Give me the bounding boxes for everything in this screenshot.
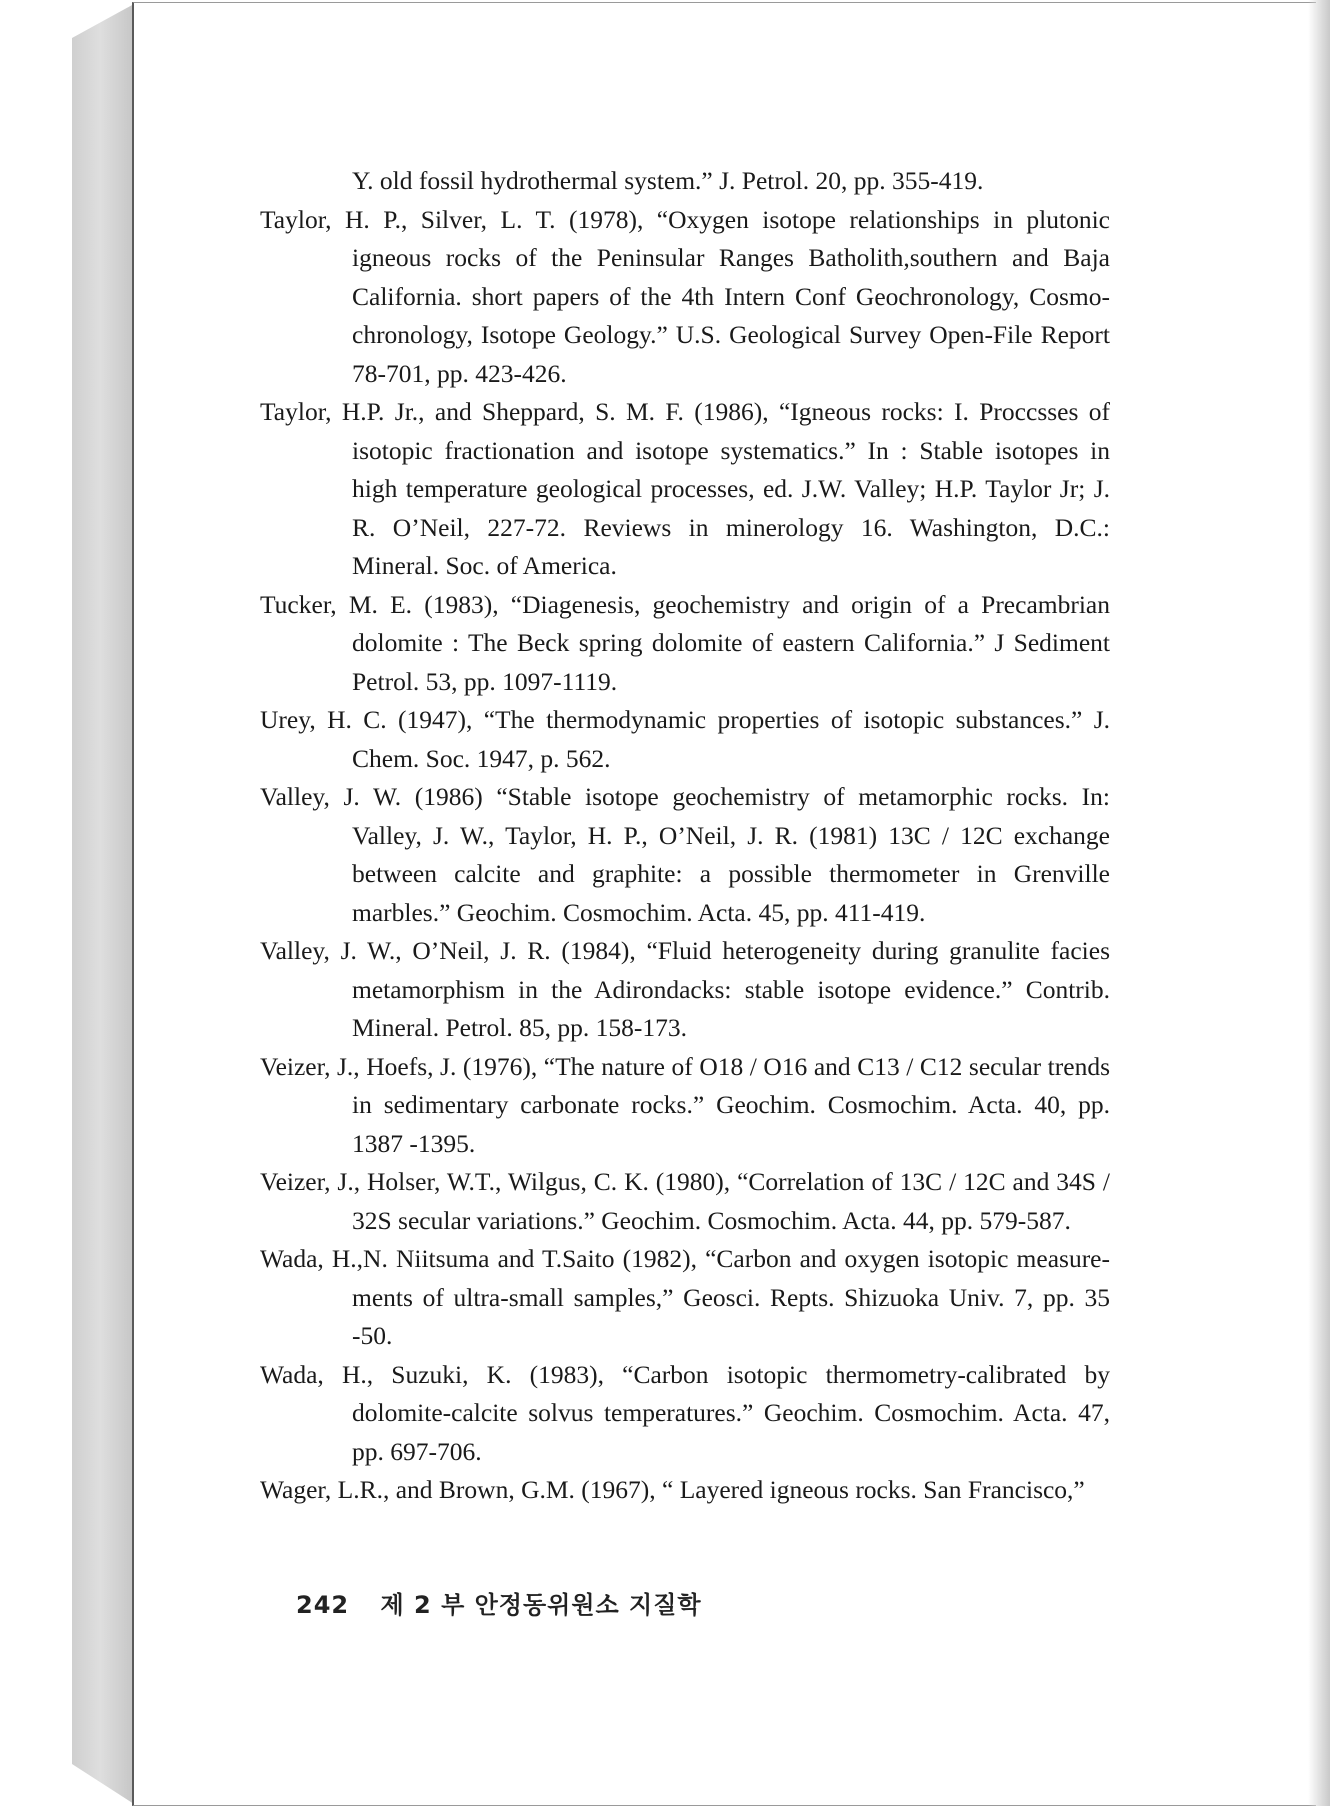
- reference-entry: Taylor, H.P. Jr., and Sheppard, S. M. F. (1986), “Igneous rocks: I. Proccsses of isotopic fractionation and isotope systematics.” In : Stable isotopes in high temperature geological processes, ed. J.W. Valley; H.P. Taylor Jr; J. R. O’Neil, 227-72. Reviews in minerology 16. Washington, D.C.: Mineral. Soc. of America.: [260, 397, 1110, 580]
- reference-entry: Wada, H., Suzuki, K. (1983), “Carbon isotopic thermometry-calibrated by dolomite-calcite solvus temperatures.” Geochim. Cosmochim. Acta. 47, pp. 697-706.: [260, 1359, 1110, 1466]
- book-spine: [72, 4, 134, 1804]
- reference-entry: Urey, H. C. (1947), “The thermodynamic properties of isotopic substances.” J. Chem. Soc. 1947, p. 562.: [260, 705, 1110, 773]
- reference-entry: Valley, J. W. (1986) “Stable isotope geochemistry of metamorphic rocks. In: Valley, J. W., Taylor, H. P., O’Neil, J. R. (1981) 13C / 12C exchange between calcite and graphite: a possible thermometer in Grenville marbles.” Geochim. Cosmochim. Acta. 45, pp. 411-419.: [260, 782, 1110, 927]
- reference-entry: Wada, H.,N. Niitsuma and T.Saito (1982), “Carbon and oxygen isotopic measure-ments of ultra-small samples,” Geosci. Repts. Shizuoka Univ. 7, pp. 35 -50.: [260, 1244, 1110, 1350]
- section-title: 제 2 부 안정동위원소 지질학: [380, 1591, 702, 1619]
- page-shadow: [1308, 0, 1330, 1806]
- reference-entry: Tucker, M. E. (1983), “Diagenesis, geochemistry and origin of a Precambrian dolomite : The Beck spring dolomite of eastern California.” J Sediment Petrol. 53, pp. 1097-1119.: [260, 589, 1110, 696]
- page-number: 242: [296, 1591, 350, 1619]
- reference-list: [260, 162, 1110, 1510]
- reference-entry: Valley, J. W., O’Neil, J. R. (1984), “Fluid heterogeneity during granulite facies metamorphism in the Adirondacks: stable isotope evidence.” Contrib. Mineral. Petrol. 85, pp. 158-173.: [260, 936, 1110, 1042]
- reference-entry: Veizer, J., Hoefs, J. (1976), “The nature of O18 / O16 and C13 / C12 secular trends in sedimentary carbonate rocks.” Geochim. Cosmochim. Acta. 40, pp. 1387 -1395.: [260, 1051, 1110, 1158]
- reference-entry: Taylor, H. P., Silver, L. T. (1978), “Oxygen isotope relationships in plutonic igneous rocks of the Peninsular Ranges Batholith,southern and Baja California. short papers of the 4th Intern Conf Geochronology, Cosmo-chronology, Isotope Geology.” U.S. Geological Survey Open-File Report 78-701, pp. 423-426.: [260, 204, 1110, 388]
- reference-entry: Wager, L.R., and Brown, G.M. (1967), “ Layered igneous rocks. San Francisco,”: [260, 1475, 1085, 1504]
- reference-entry: Veizer, J., Holser, W.T., Wilgus, C. K. (1980), “Correlation of 13C / 12C and 34S / 32S secular variations.” Geochim. Cosmochim. Acta. 44, pp. 579-587.: [260, 1167, 1110, 1235]
- reference-entry: Y. old fossil hydrothermal system.” J. Petrol. 20, pp. 355-419.: [352, 166, 984, 195]
- page-footer: [296, 1585, 702, 1620]
